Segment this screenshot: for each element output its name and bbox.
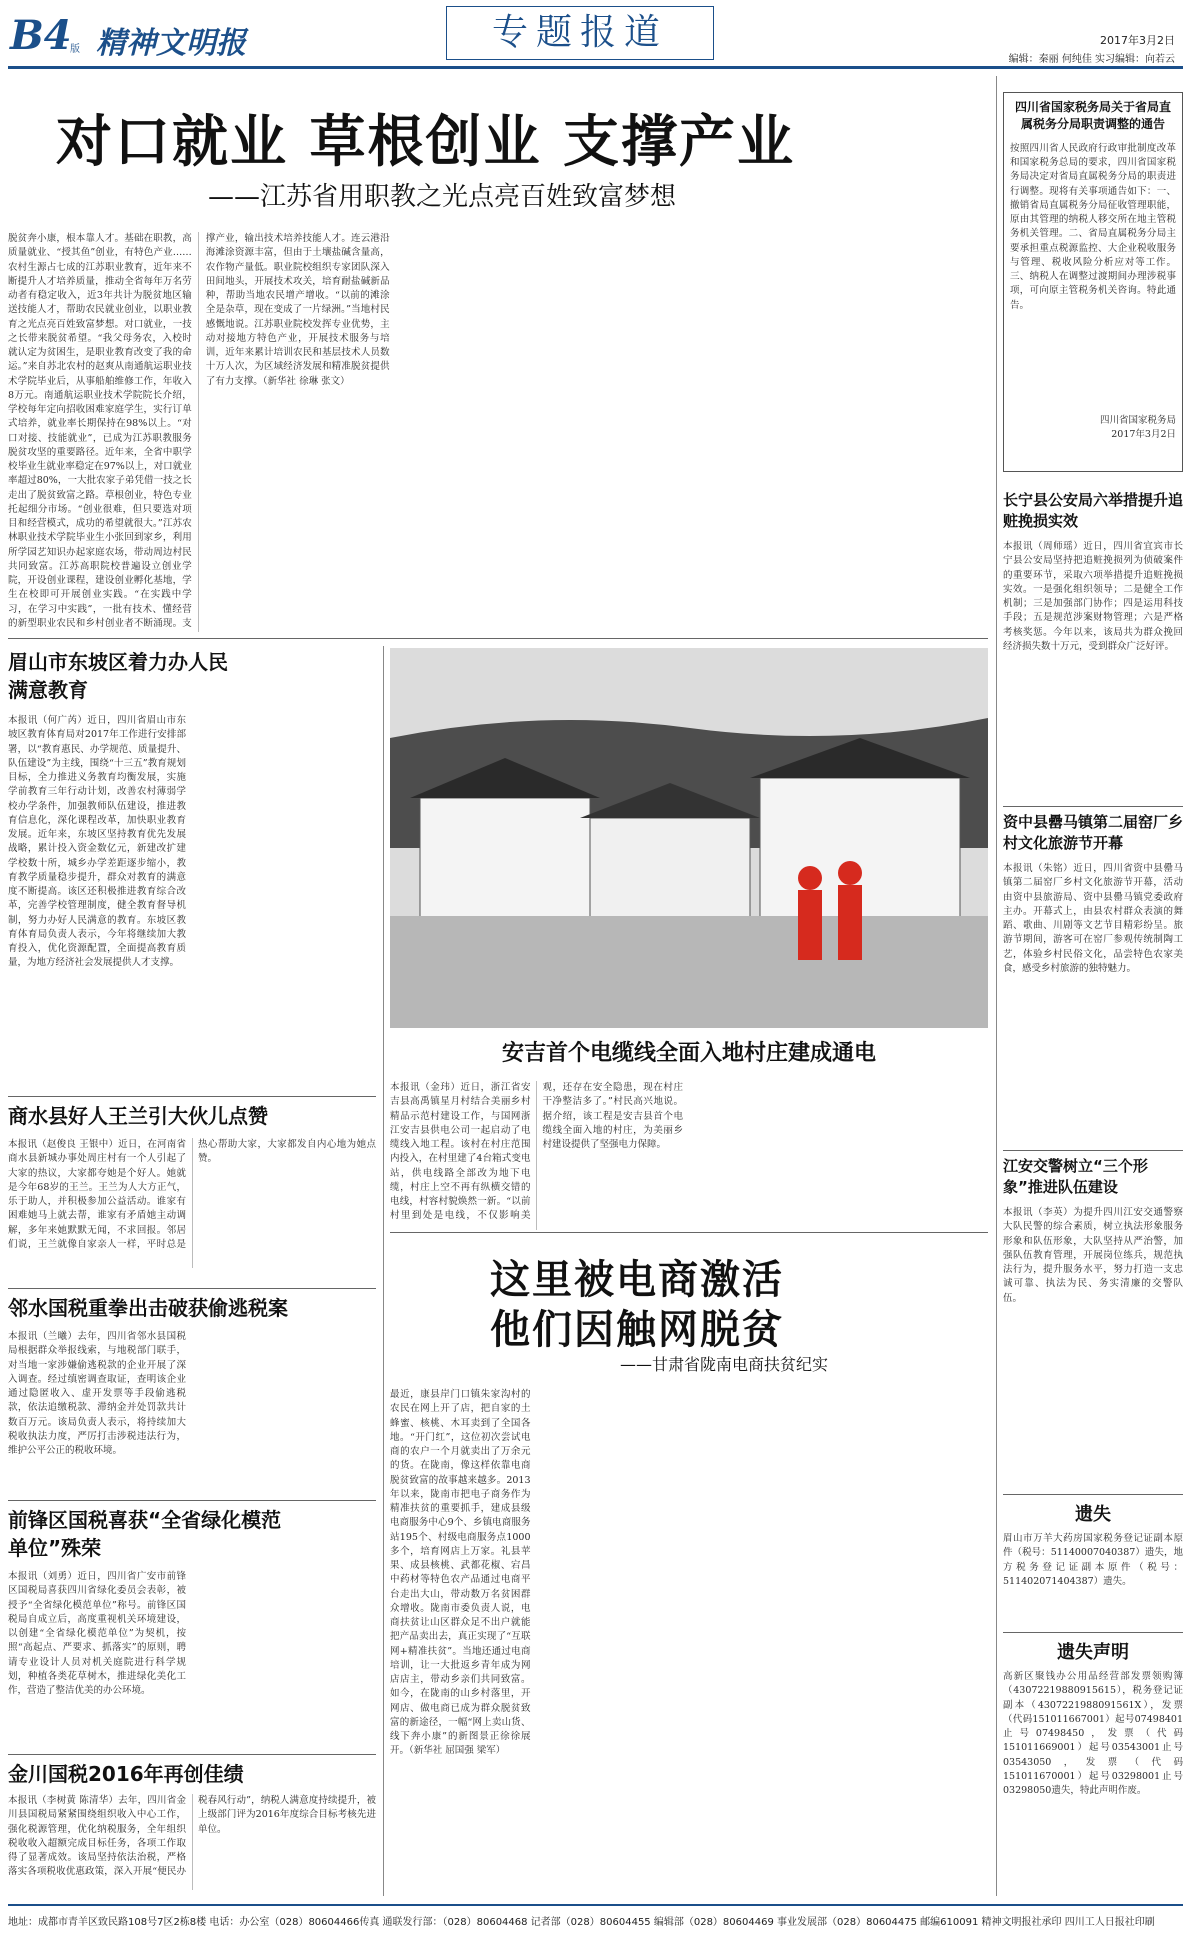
left-column-divider [383,646,384,1896]
left-article-1 [8,648,376,1088]
issue-date: 2017年3月2日 [1100,34,1175,47]
right-rule-1 [1003,806,1183,807]
page-number: B4 [10,12,72,59]
lost-notice-2-title: 遗失声明 [1057,1642,1129,1663]
left-article-3-body: 本报讯（兰曦）去年，四川省邻水县国税局根据群众举报线索，与地税部门联手，对当地一家涉嫌偷逃税款的企业开展了深入调查。经过缜密调查取证，查明该企业通过隐匿收入、虚开发票等手段偷逃税款，依法追缴税款、滞纳金并处罚款共计数百万元。该局负责人表示，将持续加大税收执法力度，严厉打击涉税违法行为，维护公平公正的税收环境。 [8,1331,186,1456]
left-rule-1 [8,1096,376,1097]
left-article-1-body: 本报讯（何广芮）近日，四川省眉山市东坡区教育体育局对2017年工作进行安排部署，以“教育惠民、办学规范、质量提升、队伍建设”为主线，围绕“十三五”教育规划目标，全力推进义务教育均衡发展，实施学前教育三年行动计划，改善农村薄弱学校办学条件，加强教师队伍建设，推进教育信息化，深化课程改革，加快职业教育发展。近年来，东坡区坚持教育优先发展战略，累计投入资金数亿元，新建改扩建学校数十所，城乡办学差距逐步缩小，教育教学质量稳步提升，群众对教育的满意度不断提高。该区还积极推进教育综合改革，完善学校管理制度，健全教育督导机制，努力办好人民满意的教育。东坡区教育体育局负责人表示，今年将继续加大教育投入，优化资源配置，全面提高教育质量，为地方经济社会发展提供人才支撑。 [8,715,186,969]
notice-date: 2017年3月2日 [1111,429,1176,441]
left-article-5-title: 金川国税2016年再创佳绩 [8,1762,244,1786]
lead-subtitle: ——江苏省用职教之光点亮百姓致富梦想 [208,182,677,212]
photo-house-2 [590,818,750,918]
photo-worker-1 [798,866,822,890]
lead-title: 对口就业 草根创业 支撑产业 [56,110,795,175]
photo-bottom-rule [390,1232,988,1233]
lead-bottom-rule [8,638,988,639]
left-article-5-body: 本报讯（李树黄 陈清华）去年，四川省金川县国税局紧紧围绕组织收入中心工作，强化税源管理，优化纳税服务，全年组织税收收入超额完成目标任务，各项工作取得了显著成效。该局坚持依法治税，严格落实各项税收优惠政策，深入开展“便民办税春风行动”，纳税人满意度持续提升，被上级部门评为2016年度综合目标考核先进单位。 [8,1795,376,1878]
lead-body: 脱贫奔小康，根本靠人才。基础在职教，高质量就业、“授其鱼”创业，有特色产业……农村生源占七成的江苏职业教育，近年来不断提升人才培养质量，推动全省每年万名劳动者有稳定收入，近3年共计为脱贫地区输送技能人才，帮助农民就业创业，以职业教育之光点亮百姓致富梦想。对口就业，一技之长带来脱贫希望。“我父母务农，入校时就认定为贫困生，是职业教育改变了我的命运。”来自苏北农村的赵爽从南通航运职业技术学院毕业后，从事船舶维修工作，年收入8万元。南通航运职业技术学院院长介绍，学校每年定向招收困难家庭学生，实行订单式培养，就业率长期保持在98%以上。“对口对接、技能就业”，已成为江苏职教服务脱贫攻坚的重要路径。近年来，全省中职学校毕业生就业率稳定在97%以上，对口就业率超过80%，一大批农家子弟凭借一技之长走出了脱贫致富之路。草根创业，特色专业托起细分市场。“创业很难，但只要选对项目和经营模式，成功的希望就很大。”江苏农林职业技术学院毕业生小张回到家乡，利用所学园艺知识办起家庭农场，带动周边村民共同致富。江苏高职院校普遍设立创业学院，开设创业课程，建设创业孵化基地，学生在校即可开展创业实践。“在实践中学习，在学习中实践”，一批有技术、懂经营的新型职业农民和乡村创业者不断涌现。支撑产业，输出技术培养技能人才。连云港沿海滩涂资源丰富，但由于土壤盐碱含量高，农作物产量低。职业院校组织专家团队深入田间地头，开展技术攻关，培育耐盐碱新品种，帮助当地农民增产增收。“以前的滩涂全是杂草，现在变成了一片绿洲。”当地村民感慨地说。江苏职业院校发挥专业优势，主动对接地方特色产业，开展技术服务与培训，近年来累计培训农民和基层技术人员数十万人次，为区域经济发展和精准脱贫提供了有力支撑。（新华社 徐琳 张文） [8,233,390,629]
left-rule-3 [8,1500,376,1501]
right-rule-3 [1003,1494,1183,1495]
page-number-suffix: 版 [70,44,80,55]
left-article-2-body: 本报讯（赵俊良 王银中）近日，在河南省商水县新城办事处周庄村有一个人引起了大家的热议，大家都夸她是个好人。她就是今年68岁的王兰。王兰为人大方正气，乐于助人，并积极参加公益活动。谁家有困难她马上就去帮，谁家有矛盾她主动调解，多年来她默默无闻，不求回报。邻居们说，王兰就像自家亲人一样，平时总是热心帮助大家，大家都发自内心地为她点赞。 [8,1139,376,1250]
left-article-5 [8,1760,376,1896]
right-article-1-title: 长宁县公安局六举措提升追赃挽损实效 [1003,491,1183,530]
left-article-1-title: 眉山市东坡区着力办人民满意教育 [8,650,228,702]
right-article-2 [1003,812,1183,1142]
left-article-3-title: 邻水国税重拳出击破获偷逃税案 [8,1296,288,1320]
lost-notice-1-title: 遗失 [1075,1504,1111,1525]
right-article-2-title: 资中县罍马镇第二届窑厂乡村文化旅游节开幕 [1003,813,1183,852]
village-photo [390,648,988,1028]
photo-house-1 [420,798,590,918]
section-label-text: 专题报道 [491,12,668,53]
left-article-4 [8,1506,376,1756]
footer [8,1910,1183,1934]
photo-worker-2 [838,861,862,885]
right-rule-2 [1003,1150,1183,1151]
photo-ground [390,916,988,1028]
left-article-2 [8,1102,376,1282]
paper-name: 精神文明报 [96,26,246,61]
feature-title-2: 他们因触网脱贫 [490,1307,784,1353]
left-article-4-title: 前锋区国税喜获“全省绿化模范单位”殊荣 [8,1508,282,1560]
photo-body: 本报讯（金玮）近日，浙江省安吉县高禹镇星月村结合美丽乡村精品示范村建设工作，与国网浙江安吉县供电公司一起启动了电缆线入地工程。该村在村庄范围内投入，在村里建了4台箱式变电站，供电线路全部改为地下电缆，村庄上空不再有纵横交错的电线，村容村貌焕然一新。“以前村里到处是电线，不仅影响美观，还存在安全隐患，现在村庄干净整洁多了。”村民高兴地说。据介绍，该工程是安吉县首个电缆线全面入地的村庄，为美丽乡村建设提供了坚强电力保障。 [390,1082,683,1222]
notice-body: 按照四川省人民政府行政审批制度改革和国家税务总局的要求，四川省国家税务局决定对省局直属税务分局的职责进行调整。现将有关事项通告如下：一、撤销省局直属税务分局征收管理职能，原由其管理的纳税人移交所在地主管税务机关管理。二、省局直属税务分局主要承担重点税源监控、大企业税收服务与管理、税收风险分析应对等工作。三、纳税人在调整过渡期间办理涉税事项，可向原主管税务机关咨询。特此通告。 [1010,142,1176,311]
photo-worker-2-body [838,885,862,960]
left-article-4-body: 本报讯（刘勇）近日，四川省广安市前锋区国税局喜获四川省绿化委员会表彰，被授予“全省绿化模范单位”称号。前锋区国税局自成立后，高度重视机关环境建设，以创建“全省绿化模范单位”为契机，按照“高起点、严要求、抓落实”的原则，聘请专业设计人员对机关庭院进行科学规划，种植各类花草树木，推进绿化美化工作，营造了整洁优美的办公环境。 [8,1571,186,1696]
photo-caption: 安吉首个电缆线全面入地村庄建成通电 [501,1041,876,1066]
feature-article [390,1240,988,1900]
feature-title-1: 这里被电商激活 [490,1257,784,1303]
feature-body: 最近，康县岸门口镇朱家沟村的农民在网上开了店，把自家的土蜂蜜、核桃、木耳卖到了全国各地。“开门红”，这位初次尝试电商的农户一个月就卖出了万余元的货。在陇南，像这样依靠电商脱贫致富的故事越来越多。2013年以来，陇南市把电子商务作为精准扶贫的重要抓手，建成县级电商服务中心9个、乡镇电商服务站195个、村级电商服务点1000多个，培育网店上万家。礼县苹果、成县核桃、武都花椒、宕昌中药材等特色农产品通过电商平台走出大山，带动数万名贫困群众增收。陇南市委负责人说，电商扶贫让山区群众足不出户就能把产品卖出去，真正实现了“互联网+精准扶贫”。当地还通过电商培训，让一大批返乡青年成为网店店主，带动乡亲们共同致富。如今，在陇南的山乡村落里，开网店、做电商已成为群众脱贫致富的新途径，一幅“网上卖山货、线下奔小康”的新图景正徐徐展开。（新华社 屈国强 梁军） [390,1389,531,1757]
photo-worker-1-body [798,890,822,960]
left-rule-2 [8,1288,376,1289]
lost-notice-2 [1003,1638,1183,1900]
left-article-3 [8,1294,376,1494]
right-article-3-body: 本报讯（李英）为提升四川江安交通警察大队民警的综合素质，树立执法形象服务形象和队伍形象，大队坚持从严治警，加强队伍教育管理，开展岗位练兵，规范执法行为，提升服务水平，努力打造一支忠诚可靠、执法为民、务实清廉的交警队伍。 [1003,1207,1183,1304]
lost-notice-2-body: 高新区聚钱办公用品经营部发票领购簿（43072219880915615），税务登记证副本（4307221988091561X），发票（代码151011667001）起号07498401止号07498450，发票（代码151011669001）起号03543001止号03543050，发票（代码151011670001）起号03298001止号03298050遗失，特此声明作废。 [1003,1671,1183,1796]
right-article-3-title: 江安交警树立“三个形象”推进队伍建设 [1003,1157,1148,1196]
header-rule [8,66,1183,69]
notice-signature: 四川省国家税务局 [1099,414,1176,426]
left-article-2-title: 商水县好人王兰引大伙儿点赞 [8,1104,268,1128]
section-label [446,6,714,60]
lead-article [8,78,988,648]
right-article-3 [1003,1156,1183,1486]
right-column-divider [996,76,997,1896]
masthead [0,0,1191,70]
right-article-2-body: 本报讯（朱铭）近日，四川省资中县罍马镇第二届窑厂乡村文化旅游节开幕，活动由资中县旅游局、资中县罍马镇党委政府主办。开幕式上，由县农村群众表演的舞蹈、歌曲、川剧等文艺节目精彩纷呈。旅游节期间，游客可在窑厂参观传统制陶工艺，体验乡村民俗文化，品尝特色农家美食，感受乡村旅游的独特魅力。 [1003,863,1183,974]
lost-notice-1 [1003,1500,1183,1628]
photo-block [390,648,988,1028]
footer-text: 地址：成都市青羊区致民路108号7区2栋8楼 电话：办公室（028）80604466传真 通联发行部：（028）80604468 记者部（028）80604455 编辑部（028）80604469 事业发展部（028）80604475 邮编610091 精神文明报社承印 四川工人日报社印刷 [8,1917,1155,1928]
lost-notice-1-body: 眉山市万羊大药房国家税务登记证副本原件（税号：51140007040387）遗失，地方税务登记证副本原件（税号：511402071404387）遗失。 [1003,1533,1183,1587]
right-rule-4 [1003,1632,1183,1633]
photo-caption-block [390,1030,988,1230]
notice-box [1003,92,1183,472]
right-article-1-body: 本报讯（周师瑶）近日，四川省宜宾市长宁县公安局坚持把追赃挽损列为侦破案件的重要环节，采取六项举措提升追赃挽损实效。一是强化组织领导；二是健全工作机制；三是加强部门协作；四是运用科技手段；五是规范涉案财物管理；六是严格考核奖惩。今年以来，该局共为群众挽回经济损失数十万元，受到群众广泛好评。 [1003,541,1183,652]
left-rule-4 [8,1754,376,1755]
notice-title: 四川省国家税务局关于省局直属税务分局职责调整的通告 [1014,100,1171,132]
right-article-1 [1003,490,1183,800]
feature-subtitle: ——甘肃省陇南电商扶贫纪实 [620,1355,829,1374]
footer-rule [8,1904,1183,1906]
editors-line: 编辑：秦丽 何纯佳 实习编辑：向若云 [1008,54,1175,65]
